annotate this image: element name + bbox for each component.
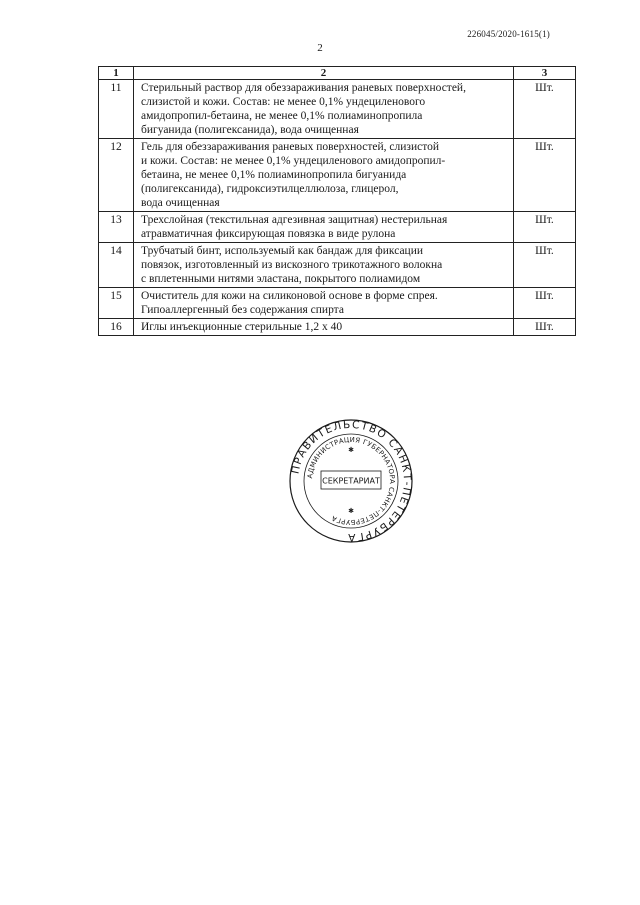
column-header-3: 3 <box>514 67 576 80</box>
row-number: 11 <box>99 80 134 139</box>
description-line: Трубчатый бинт, используемый как бандаж для фиксации <box>141 245 424 257</box>
description-line: Иглы инъекционные стерильные 1,2 х 40 <box>141 321 343 333</box>
unit-of-measure: Шт. <box>514 139 576 212</box>
table-row <box>99 80 576 139</box>
svg-text:ПРАВИТЕЛЬСТВО САНКТ-ПЕТЕРБУРГА: ПРАВИТЕЛЬСТВО САНКТ-ПЕТЕРБУРГА <box>289 418 414 544</box>
row-number: 15 <box>99 288 134 319</box>
row-number: 16 <box>99 319 134 336</box>
table-row <box>99 139 576 212</box>
item-description <box>134 80 514 139</box>
svg-text:АДМИНИСТРАЦИЯ ГУБЕРНАТОРА САНК: АДМИНИСТРАЦИЯ ГУБЕРНАТОРА САНКТ-ПЕТЕРБУРГА <box>306 435 397 527</box>
column-header-2: 2 <box>134 67 514 80</box>
table-header-row <box>99 67 576 80</box>
description-line: Стерильный раствор для обеззараживания раневых поверхностей, <box>141 82 466 94</box>
unit-of-measure: Шт. <box>514 212 576 243</box>
description-line: Гипоаллергенный без содержания спирта <box>141 304 344 316</box>
table-row <box>99 288 576 319</box>
description-line: повязок, изготовленный из вискозного трикотажного волокна <box>141 259 443 271</box>
description-line: атравматичная фиксирующая повязка в виде рулона <box>141 228 396 240</box>
unit-of-measure: Шт. <box>514 80 576 139</box>
unit-of-measure: Шт. <box>514 288 576 319</box>
item-description <box>134 288 514 319</box>
column-header-1: 1 <box>99 67 134 80</box>
row-number: 14 <box>99 243 134 288</box>
svg-text:✱: ✱ <box>348 507 354 515</box>
secretariat-seal <box>288 418 414 544</box>
items-table <box>98 66 576 336</box>
description-line: (полигексанида), гидроксиэтилцеллюлоза, глицерол, <box>141 183 399 195</box>
unit-of-measure: Шт. <box>514 243 576 288</box>
row-number: 12 <box>99 139 134 212</box>
description-line: и кожи. Состав: не менее 0,1% ундециленового амидопропил- <box>141 155 446 167</box>
description-line: Трехслойная (текстильная адгезивная защитная) нестерильная <box>141 214 448 226</box>
unit-of-measure: Шт. <box>514 319 576 336</box>
description-line: бигуанида (полигексанида), вода очищенная <box>141 124 359 136</box>
description-line: амидопропил-бетаина, не менее 0,1% полиаминопропила <box>141 110 423 122</box>
description-line: Гель для обеззараживания раневых поверхностей, слизистой <box>141 141 439 153</box>
table-row <box>99 212 576 243</box>
table-row <box>99 319 576 336</box>
description-line: с вплетенными нитями эластана, покрытого полиамидом <box>141 273 421 285</box>
svg-text:✱: ✱ <box>348 446 354 454</box>
item-description <box>134 243 514 288</box>
page-number: 2 <box>317 42 323 54</box>
description-line: вода очищенная <box>141 197 220 209</box>
description-line: бетаина, не менее 0,1% полиаминопропила бигуанида <box>141 169 407 181</box>
document-number: 226045/2020-1615(1) <box>467 29 550 39</box>
description-line: Очиститель для кожи на силиконовой основе в форме спрея. <box>141 290 438 302</box>
item-description <box>134 319 514 336</box>
item-description <box>134 139 514 212</box>
row-number: 13 <box>99 212 134 243</box>
item-description <box>134 212 514 243</box>
svg-text:СЕКРЕТАРИАТ: СЕКРЕТАРИАТ <box>322 476 380 486</box>
table-row <box>99 243 576 288</box>
description-line: слизистой и кожи. Состав: не менее 0,1% ундециленового <box>141 96 426 108</box>
